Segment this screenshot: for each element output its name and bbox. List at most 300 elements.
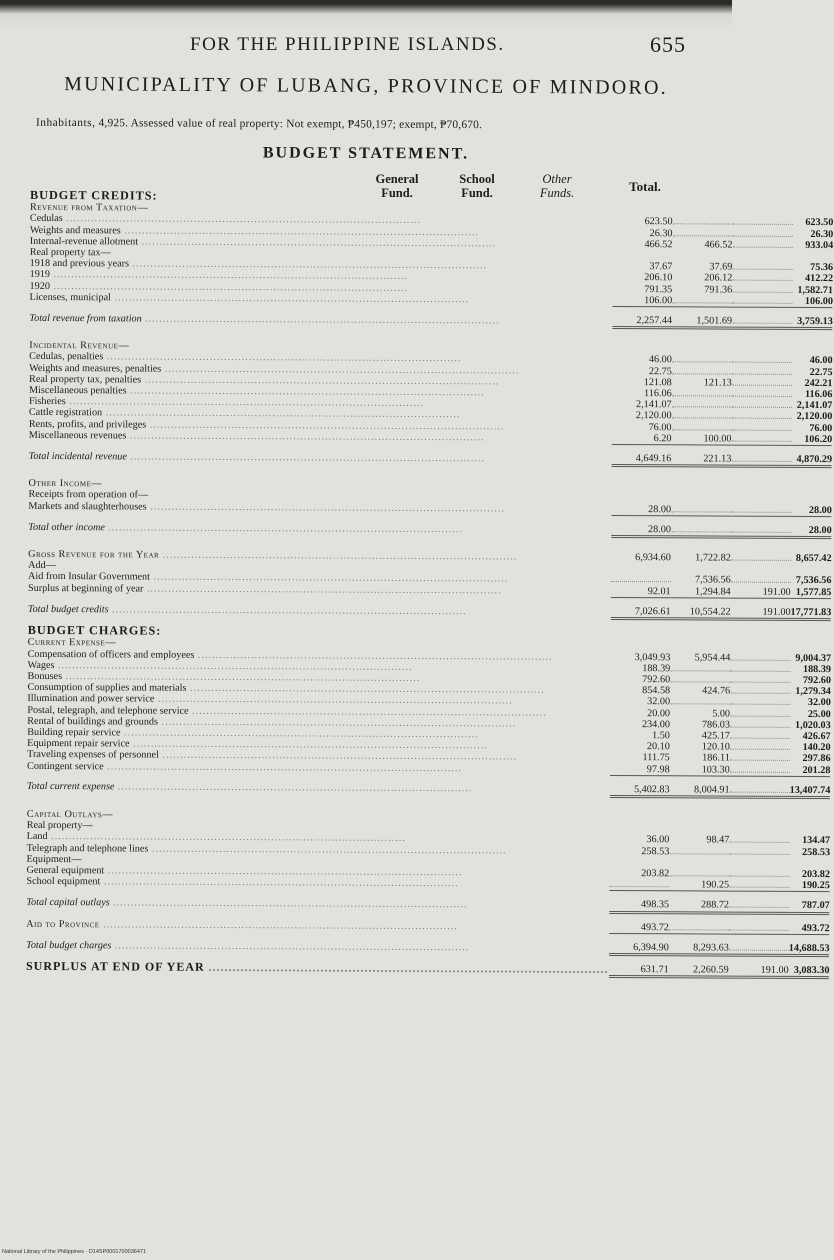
cell-other [730, 742, 790, 754]
cell-total [792, 251, 833, 262]
cell-total: 76.00 [809, 422, 833, 434]
cell-other [730, 753, 790, 765]
cell-other [732, 389, 792, 401]
blank-entry-line [730, 731, 790, 738]
col-head-line: Total. [629, 179, 661, 194]
cell-total [791, 482, 832, 493]
cell-general: 106.00 [612, 295, 672, 307]
blank-entry-line [729, 870, 789, 877]
row-label-text: Total budget credits ..... [28, 604, 467, 617]
cell-school: 7,536.56 [695, 574, 731, 587]
cell-school: 121.13 [703, 377, 732, 389]
cell-school [670, 628, 730, 641]
cell-other [729, 869, 789, 881]
row-label-text: Real property tax— [29, 246, 111, 259]
row-label-text: SURPLUS AT END OF YEAR ..... [26, 959, 609, 976]
cell-school [672, 388, 732, 400]
row-label-text: BUDGET CREDITS: [29, 187, 158, 203]
cell-other [730, 652, 790, 664]
blank-entry-line [673, 229, 733, 236]
cell-total: 8,657.42 [795, 552, 832, 565]
running-head [0, 32, 732, 62]
cell-general: 631.71 [609, 964, 669, 977]
cell-other [730, 784, 790, 797]
col-head-line: School [459, 172, 495, 186]
cell-general: 5,402.83 [610, 784, 670, 797]
cell-school: 1,501.69 [672, 315, 732, 328]
cell-total: 242.21 [804, 377, 833, 389]
cell-other [729, 835, 789, 847]
cell-other [733, 217, 793, 229]
cell-school: 206.12 [704, 272, 733, 285]
cell-other [730, 641, 790, 653]
blank-entry-line [729, 901, 789, 908]
cell-general [609, 812, 669, 824]
blank-entry-line [669, 923, 729, 930]
cell-total: 134.47 [802, 835, 831, 847]
cell-general: 6,394.90 [609, 942, 669, 955]
cell-other [730, 708, 790, 720]
blank-entry-line [732, 356, 792, 363]
cell-school [673, 217, 733, 229]
row-label-text: Total other income ..... [28, 522, 463, 535]
cell-school: 100.00 [671, 433, 731, 445]
cell-other [730, 764, 790, 776]
cell-other [732, 400, 792, 412]
blank-entry-line [732, 285, 792, 292]
row-label-text: Total budget charges ..... [26, 939, 470, 952]
assessed-value-text: Assessed value of real property: Not exempt, ₱450,197; exempt, ₱70,670. [130, 117, 483, 132]
cell-school [670, 641, 730, 653]
blank-entry-line [733, 229, 793, 236]
cell-other [729, 880, 789, 892]
cell-total: 140.20 [802, 742, 831, 754]
cell-general [611, 563, 671, 575]
cell-school: 1,722.82 [695, 552, 731, 564]
cell-general: 791.35 [644, 283, 673, 295]
footer-reference: National Library of the Philippines · D14SP0001700036471 [2, 1249, 147, 1255]
cell-other [732, 284, 792, 296]
cell-other [732, 273, 792, 285]
row-label-text: Illumination and power service ..... [27, 693, 512, 707]
cell-total [792, 344, 833, 355]
blank-entry-line [732, 240, 792, 247]
blank-entry-line [730, 675, 790, 682]
row-label-text: Capital Outlays— [26, 808, 114, 821]
blank-entry-line [730, 754, 790, 761]
cell-general [613, 193, 673, 206]
blank-entry-line [729, 847, 789, 854]
cell-general: 37.67 [649, 261, 673, 273]
cell-other [733, 228, 793, 240]
row-label-text: Add— [28, 560, 56, 572]
row-label [26, 961, 609, 977]
cell-school: 120.10 [701, 741, 730, 753]
cell-general: 111.75 [642, 752, 670, 764]
row-label-text: Licenses, municipal ..... [29, 292, 469, 305]
cell-total: 25.00 [807, 708, 831, 720]
row-label-text: Aid from Insular Government ..... [28, 571, 508, 585]
row-label-text: Weights and measures, penalties ..... [29, 363, 519, 377]
row-label-text: Compensation of officers and employees ..... [28, 648, 553, 662]
row-label-text: General equipment ..... [26, 865, 462, 878]
cell-school [673, 205, 733, 217]
cell-other [730, 697, 790, 709]
cell-school [669, 846, 729, 858]
cell-total [791, 493, 832, 504]
blank-entry-line [672, 367, 732, 374]
cell-general: 792.60 [642, 674, 671, 686]
cell-general: 46.00 [648, 354, 672, 366]
cell-general: 498.35 [609, 899, 669, 912]
cell-school [670, 674, 730, 686]
blank-entry-line [672, 401, 732, 408]
blank-entry-line [732, 412, 792, 419]
row-label-text: Real property— [26, 820, 93, 832]
cell-general [611, 492, 671, 504]
cell-total [790, 641, 831, 652]
cell-total: 933.04 [805, 239, 834, 251]
cell-total [791, 564, 832, 575]
cell-school [669, 857, 729, 869]
blank-entry-line [731, 505, 791, 512]
cell-school: 1,294.84 [671, 586, 731, 598]
row-label-text: Other Income— [28, 478, 103, 490]
cell-total [789, 858, 830, 869]
row-label-text: Equipment— [26, 853, 82, 865]
blank-entry-line [670, 664, 730, 671]
row-label-text: Total revenue from taxation ..... [29, 313, 500, 326]
cell-general [611, 481, 671, 493]
row-label-text: Incidental Revenue— [29, 340, 130, 352]
cell-total: 426.67 [802, 730, 831, 743]
cell-general: 854.58 [642, 685, 671, 697]
blank-entry-line [672, 423, 732, 430]
row-label-text: Total capital outlays ..... [26, 897, 468, 910]
row-label-text: Revenue from Taxation— [29, 202, 149, 214]
cell-total [789, 813, 830, 824]
cell-general: 36.00 [646, 834, 670, 846]
row-label-text: Equipment repair service ..... [27, 738, 488, 751]
row-label-text: Traveling expenses of personnel ..... [27, 749, 517, 763]
cell-other [729, 824, 789, 836]
cell-total: 28.00 [791, 505, 832, 517]
cell-general: 28.00 [611, 504, 671, 516]
row-label-text: Wages ..... [28, 660, 413, 673]
cell-general [609, 857, 669, 869]
blank-entry-line [730, 687, 790, 694]
cell-total: 26.30 [810, 228, 834, 240]
cell-other: 191.00 [729, 965, 789, 978]
blank-entry-line [730, 785, 790, 792]
cell-school: 424.76 [702, 685, 731, 697]
cell-general: 4,649.16 [611, 453, 671, 466]
cell-other [732, 295, 792, 307]
cell-total: 787.07 [789, 900, 830, 913]
cell-total: 203.82 [801, 868, 830, 881]
cell-total: 4,870.29 [791, 454, 832, 467]
blank-entry-line [730, 653, 790, 660]
cell-general: 76.00 [648, 421, 672, 433]
row-label-text: Surplus at beginning of year ..... [28, 583, 502, 596]
cell-other [730, 663, 790, 675]
cell-total: 258.53 [802, 846, 831, 858]
budget-table [25, 187, 834, 979]
cell-total: 14,688.53 [788, 942, 830, 954]
cell-school: 103.30 [670, 764, 730, 776]
cell-other [730, 719, 790, 731]
cell-general: 1.50 [652, 730, 670, 742]
cell-general: 2,257.44 [612, 315, 672, 328]
cell-other [732, 239, 792, 251]
cell-other [729, 846, 789, 858]
cell-general: 623.50 [644, 216, 673, 228]
cell-other [729, 857, 789, 869]
blank-entry-line [609, 880, 669, 887]
cell-other [731, 482, 791, 494]
inhabitants-label: Inhabitants, [35, 116, 96, 130]
cell-general [612, 343, 672, 355]
row-label-text: Miscellaneous revenues ..... [29, 430, 485, 443]
blank-entry-line [669, 847, 729, 854]
cell-other: 191.00 [731, 606, 791, 619]
blank-entry-line [729, 923, 789, 930]
col-head-total [610, 180, 680, 194]
cell-school: 5,954.44 [694, 651, 731, 664]
cell-school: 791.36 [704, 284, 733, 296]
cell-school: 425.17 [701, 730, 730, 742]
cell-general: 7,026.61 [611, 606, 671, 619]
cell-general [609, 879, 669, 891]
cell-school [669, 922, 729, 934]
blank-entry-line [730, 698, 790, 705]
cell-school [672, 343, 732, 355]
blank-entry-line [732, 378, 792, 385]
blank-entry-line [672, 389, 732, 396]
cell-general: 3,049.93 [634, 651, 671, 663]
cell-total [790, 629, 831, 641]
cell-total: 46.00 [809, 355, 833, 367]
cell-total: 1,020.03 [795, 719, 831, 731]
cell-total: 7,536.56 [795, 575, 832, 587]
cell-general: 6.20 [611, 433, 671, 445]
cell-general [611, 574, 671, 586]
blank-entry-line [730, 709, 790, 716]
cell-total: 201.28 [790, 764, 831, 776]
cell-school: 288.72 [669, 900, 729, 913]
cell-other [730, 686, 790, 698]
row-label-text: Current Expense— [27, 637, 116, 649]
cell-general: 92.01 [611, 586, 671, 598]
cell-other [733, 206, 793, 218]
cell-total: 2,141.07 [796, 400, 833, 412]
blank-entry-line [729, 881, 789, 888]
cell-other [732, 262, 792, 274]
cell-total [793, 194, 834, 206]
blank-entry-line [732, 367, 792, 374]
cell-total: 297.86 [802, 753, 831, 765]
blank-entry-line [672, 296, 732, 303]
cell-other [729, 922, 789, 934]
cell-total: 32.00 [807, 697, 831, 709]
blank-entry-line [730, 720, 790, 727]
blank-entry-line [731, 455, 791, 462]
cell-school [672, 411, 732, 423]
blank-entry-line [611, 575, 671, 582]
page-edge-shadow [0, 0, 732, 30]
municipality-title: MUNICIPALITY OF LUBANG, PROVINCE OF MINDORO. [64, 73, 668, 99]
cell-other [732, 411, 792, 423]
row-label-text: BUDGET CHARGES: [27, 622, 162, 638]
col-head-line: Other [542, 172, 572, 186]
cell-general: 116.06 [644, 388, 672, 400]
cell-total [789, 824, 830, 835]
row-label-text: Postal, telegraph, and telephone service ..... [27, 704, 547, 718]
row-label-text: Building repair service ..... [27, 727, 479, 740]
row-label-text: Receipts from operation of— [28, 489, 149, 501]
cell-general: 466.52 [644, 238, 673, 251]
cell-total: 190.25 [789, 880, 830, 892]
cell-total: 13,407.74 [789, 784, 831, 796]
cell-other [732, 355, 792, 367]
blank-entry-line [731, 554, 791, 561]
cell-school: 8,293.63 [669, 942, 729, 955]
blank-entry-line [730, 664, 790, 671]
row-label-text: 1918 and previous years ..... [30, 258, 488, 271]
cell-general: 6,934.60 [635, 552, 671, 564]
cell-school: 10,554.22 [671, 606, 731, 619]
row-label-text: Cattle registration ..... [29, 407, 461, 420]
col-head-line: Fund. [381, 186, 413, 200]
row-label-text: Total incidental revenue ..... [29, 451, 486, 464]
cell-school [672, 355, 732, 367]
blank-entry-line [732, 263, 792, 270]
cell-other [731, 454, 791, 467]
budget-statement-title: BUDGET STATEMENT. [262, 144, 470, 163]
cell-general: 97.98 [610, 763, 670, 775]
cell-other [731, 493, 791, 505]
cell-total: 412.22 [805, 273, 834, 285]
cell-school: 186.11 [702, 752, 730, 764]
blank-entry-line [672, 412, 732, 419]
cell-school [672, 400, 732, 412]
col-head-line: General [375, 172, 419, 186]
cell-school [671, 504, 731, 516]
cell-school: 8,004.91 [670, 784, 730, 797]
cell-general: 20.00 [647, 707, 671, 719]
row-label-text: Telegraph and telephone lines ..... [27, 842, 507, 856]
blank-entry-line [732, 317, 792, 324]
row-label-text: Consumption of supplies and materials ..... [27, 682, 544, 696]
blank-entry-line [729, 836, 789, 843]
cell-other [733, 194, 793, 207]
cell-other [732, 366, 792, 378]
cell-school [671, 493, 731, 505]
cell-other [731, 524, 791, 537]
cell-other [732, 251, 792, 263]
blank-entry-line [733, 218, 793, 225]
cell-general: 2,120.00 [635, 410, 672, 422]
row-label-text: 1919 ..... [30, 269, 409, 282]
cell-other [729, 942, 789, 955]
row-label-text: Miscellaneous penalties ..... [29, 385, 485, 398]
cell-school [673, 193, 733, 206]
cell-general [612, 250, 672, 262]
row-label-text: Total current expense ..... [27, 781, 473, 794]
blank-entry-line [731, 576, 791, 583]
cell-general: 203.82 [641, 868, 670, 880]
cell-school: 190.25 [669, 879, 729, 891]
cell-total: 2,120.00 [796, 411, 833, 423]
cell-total: 792.60 [802, 674, 831, 687]
row-label-text: Markets and slaughterhouses ..... [28, 501, 505, 514]
row-label-text: Weights and measures ..... [30, 225, 479, 238]
cell-school [671, 564, 731, 576]
cell-total [793, 206, 834, 217]
cell-other [730, 629, 790, 642]
cell-other [731, 564, 791, 576]
blank-entry-line [730, 743, 790, 750]
cell-other [730, 730, 790, 742]
row-label-text: Gross Revenue for the Year ..... [28, 549, 517, 563]
cell-school [669, 823, 729, 835]
cell-general: 234.00 [641, 718, 671, 730]
cell-total: 188.39 [802, 663, 832, 675]
cell-general: 206.10 [644, 272, 673, 284]
cell-general [610, 640, 670, 652]
cell-school [669, 812, 729, 824]
cell-other [732, 316, 792, 329]
row-label-text: Aid to Province ..... [26, 919, 458, 932]
cell-other [731, 504, 791, 516]
col-head-line: Funds. [539, 186, 575, 200]
cell-total: 3,759.13 [792, 316, 833, 329]
cell-total: 28.00 [791, 525, 832, 538]
cell-school [671, 422, 731, 434]
cell-general [613, 205, 673, 217]
budget-table-body [25, 187, 834, 978]
row-label-text: School equipment ..... [26, 876, 458, 889]
blank-entry-line [671, 505, 731, 512]
row-label-text: Land ..... [27, 831, 406, 844]
blank-entry-line [732, 296, 792, 303]
cell-other [732, 344, 792, 356]
cell-other [731, 553, 791, 565]
row-label-text: Contingent service ..... [27, 761, 462, 774]
blank-entry-line [731, 525, 791, 532]
inhabitants-value: 4,925. [98, 117, 129, 130]
cell-other [730, 674, 790, 686]
cell-school: 2,260.59 [669, 964, 729, 977]
cell-school [671, 482, 731, 494]
blank-entry-line [671, 525, 731, 532]
blank-entry-line [732, 423, 792, 430]
cell-total: 623.50 [805, 217, 834, 229]
cell-general: 22.75 [648, 365, 672, 377]
page-number: 655 [650, 32, 686, 57]
cell-other [731, 422, 791, 434]
blank-entry-line [730, 765, 790, 772]
blank-entry-line [672, 356, 732, 363]
cell-school [669, 868, 729, 880]
cell-general: 2,141.07 [635, 399, 672, 411]
cell-school [670, 697, 730, 709]
row-label-text: Rental of buildings and grounds ..... [27, 716, 516, 730]
cell-total: 1,577.85 [791, 587, 832, 599]
row-label-text: Bonuses ..... [27, 671, 420, 684]
cell-general: 28.00 [611, 524, 671, 537]
cell-total: 3,083.30 [789, 965, 830, 978]
